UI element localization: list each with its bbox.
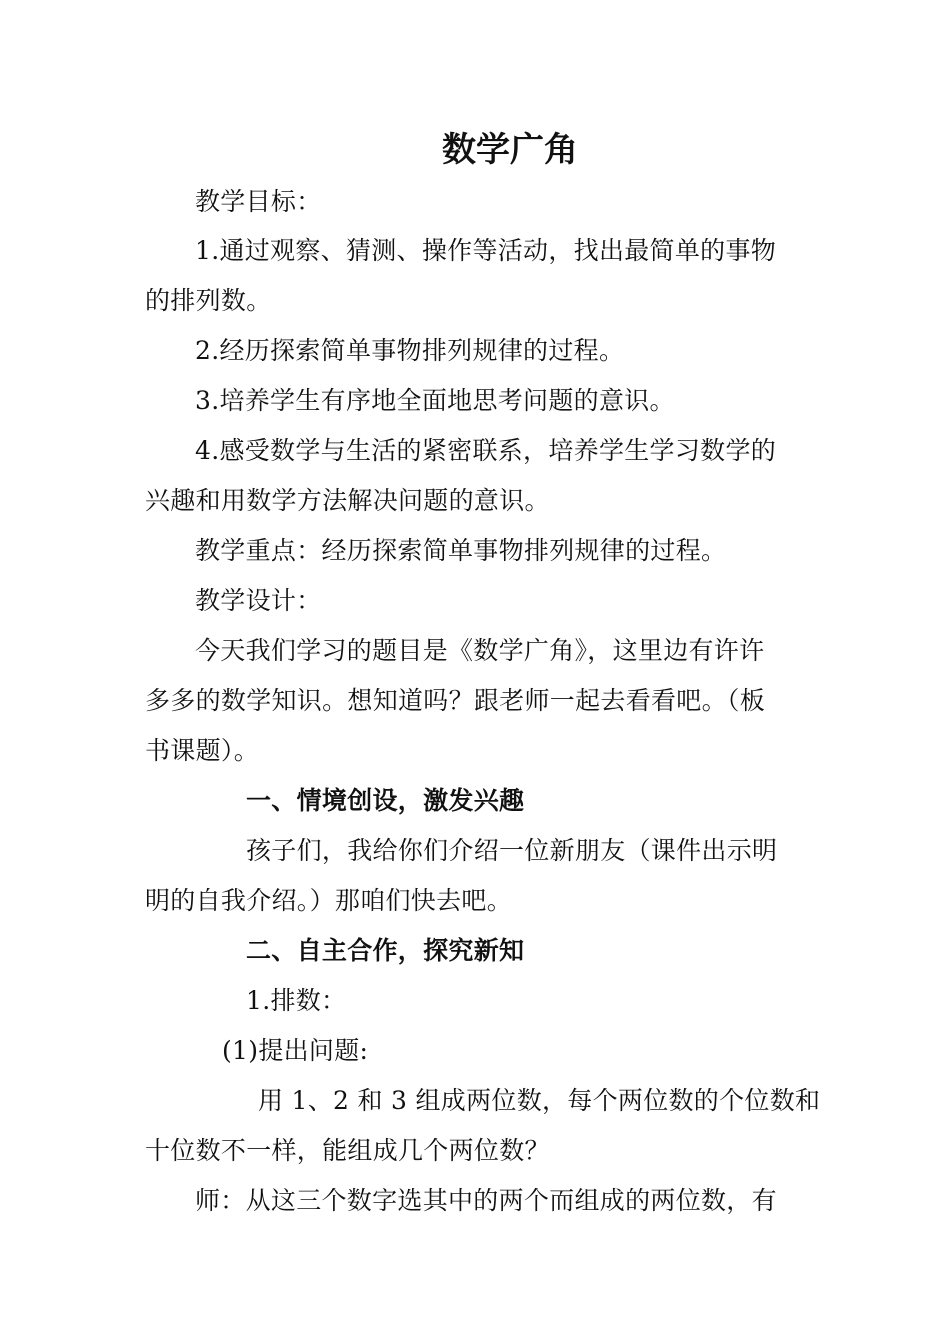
section-1-line-2: 明的自我介绍。）那咱们快去吧。 [145,886,513,915]
intro-line-2: 多多的数学知识。想知道吗？跟老师一起去看看吧。（板 [145,686,766,715]
section-2-heading: 二、自主合作，探究新知 [246,936,525,965]
teacher-line: 师：从这三个数字选其中的两个而组成的两位数，有 [195,1186,777,1215]
objective-1-line-2: 的排列数。 [145,286,272,315]
objective-3: 3.培养学生有序地全面地思考问题的意识。 [195,386,675,415]
objective-2: 2.经历探索简单事物排列规律的过程。 [195,336,625,365]
subsection-sorting: 1.排数： [246,986,347,1015]
section-1-heading: 一、情境创设，激发兴趣 [246,786,525,815]
design-heading: 教学设计： [195,586,322,615]
objective-1-line-1: 1.通过观察、猜测、操作等活动，找出最简单的事物 [195,236,777,265]
document-title: 数学广角 [442,130,578,170]
question-heading: (1)提出问题: [222,1036,369,1065]
objectives-heading: 教学目标： [195,187,322,216]
intro-line-1: 今天我们学习的题目是《数学广角》，这里边有许许 [195,636,765,665]
objective-4-line-1: 4.感受数学与生活的紧密联系，培养学生学习数学的 [195,436,777,465]
section-1-line-1: 孩子们，我给你们介绍一位新朋友（课件出示明 [246,836,778,865]
question-line-1: 用 1、2 和 3 组成两位数，每个两位数的个位数和 [258,1086,821,1115]
objective-4-line-2: 兴趣和用数学方法解决问题的意识。 [145,486,550,515]
question-line-2: 十位数不一样，能组成几个两位数？ [145,1136,550,1165]
intro-line-3: 书课题）。 [145,736,260,765]
key-point: 教学重点：经历探索简单事物排列规律的过程。 [195,536,727,565]
